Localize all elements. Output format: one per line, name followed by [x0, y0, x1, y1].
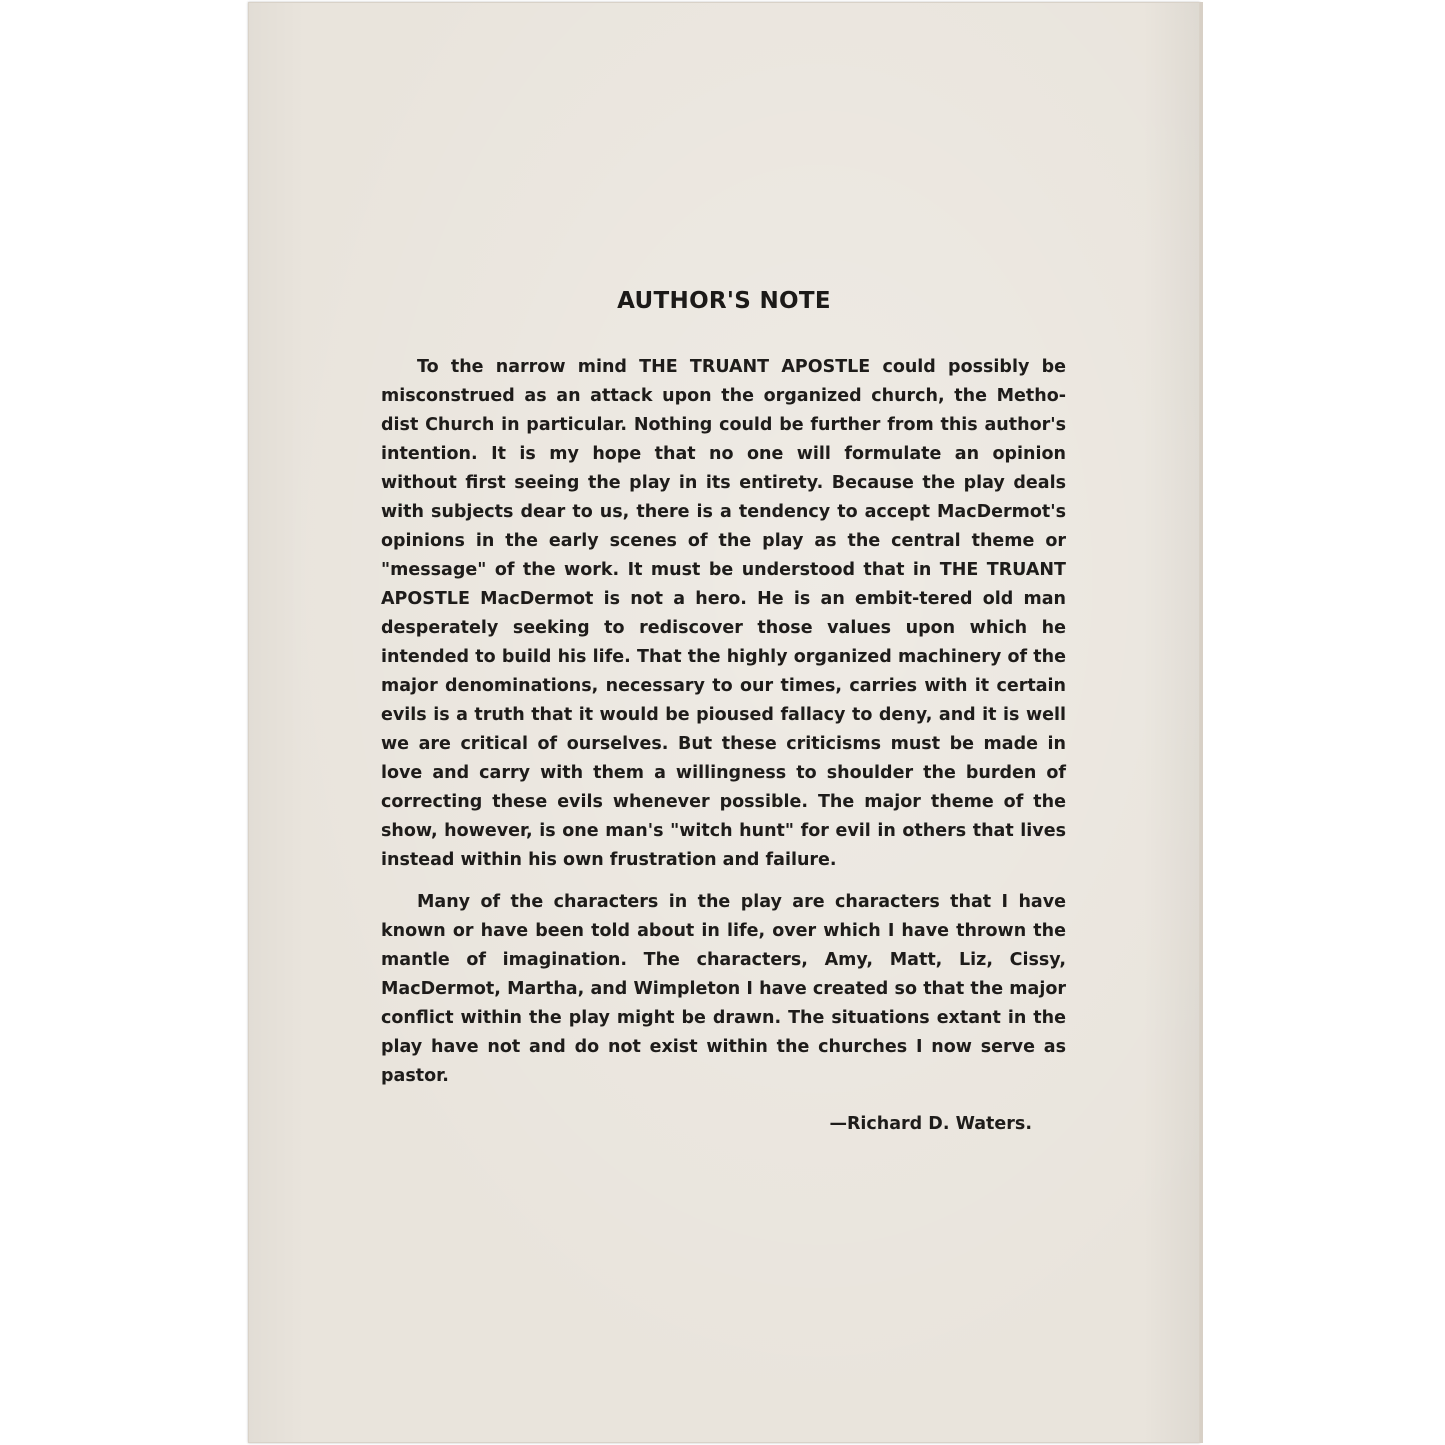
paragraph-1: To the narrow mind THE TRUANT APOSTLE could possibly be misconstrued as an attack upon the organized church, the Metho-dist Church in particular. Nothing could be further from this author's intention. It is my hope that no one will formulate an opinion without first seeing the play in its entirety. Because the play deals with subjects dear to us, there is a tendency to accept MacDermot's opinions in the early scenes of the play as the central theme or "message" of the work. It must be understood that in THE TRUANT APOSTLE MacDermot is not a hero. He is an embit-tered old man desperately seeking to rediscover those values upon which he intended to build his life. That the highly organized machinery of the major denominations, necessary to our times, carries with it certain evils is a truth that it would be pioused fallacy to deny, and it is well we are critical of ourselves. But these criticisms must be made in love and carry with them a willingness to shoulder the burden of correcting these evils whenever possible. The major theme of the show, however, is one man's "witch hunt" for evil in others that lives instead within his own frustration and failure. — [381, 357, 1066, 870]
paragraph-2: Many of the characters in the play are characters that I have known or have been told about in life, over which I have thrown the mantle of imagination. The characters, Amy, Matt, Liz, Cissy, MacDermot, Martha, and Wimpleton I have created so that the major conflict within the play might be drawn. The situations extant in the play have not and do not exist within the churches I now serve as pastor. — [381, 892, 1066, 1086]
page-title: AUTHOR'S NOTE — [617, 288, 831, 314]
paper-edge — [1200, 2, 1203, 1443]
note-body — [381, 353, 1066, 1091]
author-signature: —Richard D. Waters. — [829, 1114, 1032, 1134]
paper-page — [248, 2, 1200, 1443]
